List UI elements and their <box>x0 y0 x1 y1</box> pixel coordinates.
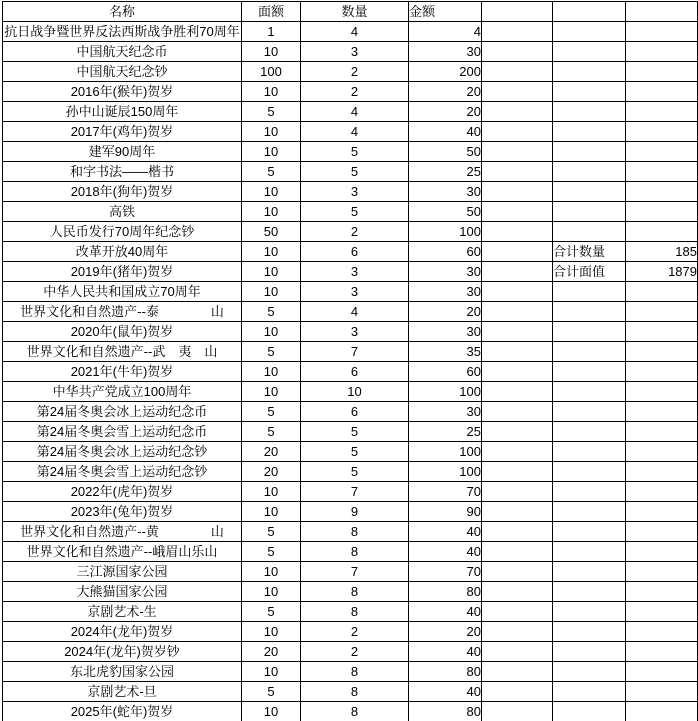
header-quantity[interactable]: 数量 <box>301 2 409 22</box>
cell-denomination[interactable]: 10 <box>242 582 301 602</box>
header-denomination[interactable]: 面额 <box>242 2 301 22</box>
cell-quantity[interactable]: 3 <box>301 262 409 282</box>
cell-empty[interactable] <box>626 162 698 182</box>
cell-empty[interactable] <box>626 222 698 242</box>
cell-quantity[interactable]: 5 <box>301 162 409 182</box>
cell-empty[interactable] <box>482 222 553 242</box>
cell-quantity[interactable]: 3 <box>301 182 409 202</box>
table-row <box>3 582 698 602</box>
cell-quantity[interactable]: 6 <box>301 402 409 422</box>
cell-empty[interactable] <box>626 42 698 62</box>
cell-denomination[interactable]: 10 <box>242 242 301 262</box>
cell-empty[interactable] <box>482 582 553 602</box>
cell-name[interactable]: 2024年(龙年)贺岁钞 <box>3 642 242 662</box>
cell-quantity[interactable]: 4 <box>301 22 409 42</box>
cell-empty[interactable] <box>553 682 626 702</box>
cell-amount[interactable]: 90 <box>409 502 482 522</box>
cell-amount[interactable]: 20 <box>409 82 482 102</box>
cell-name[interactable]: 中国航天纪念钞 <box>3 62 242 82</box>
cell-empty[interactable] <box>553 522 626 542</box>
cell-empty[interactable] <box>553 322 626 342</box>
table-row <box>3 462 698 482</box>
cell-amount[interactable]: 40 <box>409 642 482 662</box>
cell-denomination[interactable]: 20 <box>242 442 301 462</box>
cell-empty[interactable] <box>626 102 698 122</box>
cell-empty[interactable] <box>626 522 698 542</box>
cell-amount[interactable]: 20 <box>409 622 482 642</box>
cell-amount[interactable]: 20 <box>409 302 482 322</box>
cell-denomination[interactable]: 10 <box>242 42 301 62</box>
table-row <box>3 542 698 562</box>
cell-empty[interactable] <box>626 122 698 142</box>
header-row <box>3 2 698 22</box>
table-row <box>3 42 698 62</box>
cell-empty[interactable] <box>626 402 698 422</box>
cell-empty[interactable] <box>482 322 553 342</box>
cell-empty[interactable] <box>482 182 553 202</box>
table-row <box>3 522 698 542</box>
cell-quantity[interactable]: 9 <box>301 502 409 522</box>
cell-amount[interactable]: 30 <box>409 42 482 62</box>
cell-empty[interactable] <box>553 482 626 502</box>
cell-name[interactable]: 孙中山诞辰150周年 <box>3 102 242 122</box>
cell-empty[interactable] <box>626 422 698 442</box>
cell-denomination[interactable]: 50 <box>242 222 301 242</box>
cell-empty[interactable] <box>626 662 698 682</box>
cell-empty[interactable] <box>482 242 553 262</box>
cell-empty[interactable] <box>482 202 553 222</box>
cell-quantity[interactable]: 4 <box>301 122 409 142</box>
cell-empty[interactable] <box>482 362 553 382</box>
table-row <box>3 122 698 142</box>
header-amount[interactable]: 金额 <box>409 2 482 22</box>
cell-name[interactable]: 中国航天纪念币 <box>3 42 242 62</box>
cell-denomination[interactable]: 100 <box>242 62 301 82</box>
cell-empty[interactable] <box>553 462 626 482</box>
summary-total-face-value[interactable]: 1879 <box>626 262 698 282</box>
cell-amount[interactable]: 30 <box>409 402 482 422</box>
cell-denomination[interactable]: 20 <box>242 462 301 482</box>
cell-name[interactable]: 2023年(兔年)贺岁 <box>3 502 242 522</box>
cell-amount[interactable]: 50 <box>409 142 482 162</box>
cell-name[interactable]: 京剧艺术-生 <box>3 602 242 622</box>
table-row <box>3 702 698 721</box>
cell-quantity[interactable]: 7 <box>301 342 409 362</box>
cell-denomination[interactable]: 10 <box>242 662 301 682</box>
table-row <box>3 362 698 382</box>
cell-denomination[interactable]: 5 <box>242 542 301 562</box>
cell-empty[interactable] <box>626 342 698 362</box>
table-row <box>3 602 698 622</box>
table-row <box>3 142 698 162</box>
cell-name[interactable]: 东北虎豹国家公园 <box>3 662 242 682</box>
header-empty[interactable] <box>626 2 698 22</box>
cell-quantity[interactable]: 4 <box>301 302 409 322</box>
cell-empty[interactable] <box>626 702 698 721</box>
header-empty[interactable] <box>482 2 553 22</box>
table-row <box>3 642 698 662</box>
cell-empty[interactable] <box>482 522 553 542</box>
cell-empty[interactable] <box>482 102 553 122</box>
cell-empty[interactable] <box>482 462 553 482</box>
cell-empty[interactable] <box>482 62 553 82</box>
cell-amount[interactable]: 35 <box>409 342 482 362</box>
cell-quantity[interactable]: 8 <box>301 522 409 542</box>
cell-quantity[interactable]: 2 <box>301 82 409 102</box>
cell-empty[interactable] <box>553 622 626 642</box>
cell-amount[interactable]: 50 <box>409 202 482 222</box>
cell-denomination[interactable]: 10 <box>242 622 301 642</box>
summary-total-quantity-value[interactable]: 185 <box>626 242 698 262</box>
cell-denomination[interactable]: 10 <box>242 122 301 142</box>
cell-empty[interactable] <box>626 462 698 482</box>
cell-name[interactable]: 2025年(蛇年)贺岁 <box>3 702 242 721</box>
cell-name[interactable]: 世界文化和自然遗产--泰 山 <box>3 302 242 322</box>
cell-quantity[interactable]: 8 <box>301 602 409 622</box>
cell-denomination[interactable]: 5 <box>242 342 301 362</box>
cell-amount[interactable]: 80 <box>409 662 482 682</box>
table-row <box>3 182 698 202</box>
cell-empty[interactable] <box>626 182 698 202</box>
cell-denomination[interactable]: 10 <box>242 562 301 582</box>
cell-empty[interactable] <box>553 402 626 422</box>
table-row <box>3 622 698 642</box>
cell-denomination[interactable]: 10 <box>242 202 301 222</box>
cell-empty[interactable] <box>626 362 698 382</box>
table-row <box>3 202 698 222</box>
cell-empty[interactable] <box>482 122 553 142</box>
cell-quantity[interactable]: 5 <box>301 142 409 162</box>
cell-empty[interactable] <box>626 642 698 662</box>
cell-empty[interactable] <box>626 442 698 462</box>
cell-name[interactable]: 中华共产党成立100周年 <box>3 382 242 402</box>
cell-quantity[interactable]: 8 <box>301 542 409 562</box>
table-row <box>3 502 698 522</box>
cell-amount[interactable]: 40 <box>409 542 482 562</box>
cell-name[interactable]: 第24届冬奥会冰上运动纪念钞 <box>3 442 242 462</box>
cell-empty[interactable] <box>482 502 553 522</box>
cell-name[interactable]: 2019年(猪年)贺岁 <box>3 262 242 282</box>
cell-name[interactable]: 京剧艺术-旦 <box>3 682 242 702</box>
cell-empty[interactable] <box>482 442 553 462</box>
cell-denomination[interactable]: 5 <box>242 102 301 122</box>
cell-name[interactable]: 2020年(鼠年)贺岁 <box>3 322 242 342</box>
cell-empty[interactable] <box>626 22 698 42</box>
cell-name[interactable]: 第24届冬奥会雪上运动纪念币 <box>3 422 242 442</box>
table-row <box>3 422 698 442</box>
cell-amount[interactable]: 30 <box>409 322 482 342</box>
cell-empty[interactable] <box>553 562 626 582</box>
cell-amount[interactable]: 20 <box>409 102 482 122</box>
cell-empty[interactable] <box>626 142 698 162</box>
cell-amount[interactable]: 200 <box>409 62 482 82</box>
cell-empty[interactable] <box>482 682 553 702</box>
cell-name[interactable]: 2024年(龙年)贺岁 <box>3 622 242 642</box>
cell-quantity[interactable]: 6 <box>301 242 409 262</box>
cell-amount[interactable]: 25 <box>409 422 482 442</box>
cell-empty[interactable] <box>553 642 626 662</box>
cell-empty[interactable] <box>482 482 553 502</box>
cell-empty[interactable] <box>553 162 626 182</box>
cell-quantity[interactable]: 2 <box>301 642 409 662</box>
cell-denomination[interactable]: 10 <box>242 82 301 102</box>
cell-empty[interactable] <box>626 502 698 522</box>
cell-quantity[interactable]: 5 <box>301 422 409 442</box>
cell-empty[interactable] <box>482 42 553 62</box>
cell-empty[interactable] <box>482 622 553 642</box>
cell-empty[interactable] <box>553 222 626 242</box>
cell-amount[interactable]: 60 <box>409 242 482 262</box>
cell-denomination[interactable]: 10 <box>242 322 301 342</box>
cell-denomination[interactable]: 5 <box>242 522 301 542</box>
cell-amount[interactable]: 4 <box>409 22 482 42</box>
cell-name[interactable]: 世界文化和自然遗产--峨眉山乐山 <box>3 542 242 562</box>
table-row <box>3 22 698 42</box>
table-row <box>3 662 698 682</box>
cell-empty[interactable] <box>626 542 698 562</box>
cell-denomination[interactable]: 10 <box>242 482 301 502</box>
cell-amount[interactable]: 30 <box>409 262 482 282</box>
cell-empty[interactable] <box>553 102 626 122</box>
cell-empty[interactable] <box>482 162 553 182</box>
cell-denomination[interactable]: 10 <box>242 142 301 162</box>
cell-empty[interactable] <box>553 122 626 142</box>
cell-empty[interactable] <box>553 662 626 682</box>
cell-name[interactable]: 建军90周年 <box>3 142 242 162</box>
cell-empty[interactable] <box>482 282 553 302</box>
table-row <box>3 102 698 122</box>
cell-name[interactable]: 世界文化和自然遗产--黄 山 <box>3 522 242 542</box>
cell-empty[interactable] <box>482 142 553 162</box>
cell-denomination[interactable]: 10 <box>242 702 301 721</box>
cell-denomination[interactable]: 5 <box>242 422 301 442</box>
cell-quantity[interactable]: 8 <box>301 582 409 602</box>
cell-name[interactable]: 2018年(狗年)贺岁 <box>3 182 242 202</box>
cell-empty[interactable] <box>626 202 698 222</box>
cell-empty[interactable] <box>553 302 626 322</box>
table-row <box>3 442 698 462</box>
cell-denomination[interactable]: 10 <box>242 362 301 382</box>
cell-name[interactable]: 世界文化和自然遗产--武 夷 山 <box>3 342 242 362</box>
cell-empty[interactable] <box>482 262 553 282</box>
cell-denomination[interactable]: 10 <box>242 502 301 522</box>
cell-empty[interactable] <box>553 62 626 82</box>
cell-empty[interactable] <box>482 662 553 682</box>
cell-amount[interactable]: 100 <box>409 382 482 402</box>
cell-amount[interactable]: 100 <box>409 222 482 242</box>
cell-empty[interactable] <box>626 282 698 302</box>
cell-amount[interactable]: 60 <box>409 362 482 382</box>
cell-quantity[interactable]: 10 <box>301 382 409 402</box>
cell-empty[interactable] <box>553 702 626 721</box>
cell-empty[interactable] <box>553 442 626 462</box>
cell-quantity[interactable]: 7 <box>301 562 409 582</box>
header-empty[interactable] <box>553 2 626 22</box>
cell-empty[interactable] <box>626 602 698 622</box>
cell-denomination[interactable]: 10 <box>242 262 301 282</box>
cell-denomination[interactable]: 10 <box>242 182 301 202</box>
table-row <box>3 282 698 302</box>
cell-denomination[interactable]: 5 <box>242 302 301 322</box>
cell-empty[interactable] <box>553 202 626 222</box>
cell-quantity[interactable]: 2 <box>301 622 409 642</box>
cell-name[interactable]: 中华人民共和国成立70周年 <box>3 282 242 302</box>
cell-name[interactable]: 2022年(虎年)贺岁 <box>3 482 242 502</box>
cell-empty[interactable] <box>626 382 698 402</box>
cell-name[interactable]: 2016年(猴年)贺岁 <box>3 82 242 102</box>
summary-total-quantity-label[interactable]: 合计数量 <box>553 242 626 262</box>
cell-name[interactable]: 2021年(牛年)贺岁 <box>3 362 242 382</box>
cell-denomination[interactable]: 5 <box>242 162 301 182</box>
cell-empty[interactable] <box>553 22 626 42</box>
cell-name[interactable]: 三江源国家公园 <box>3 562 242 582</box>
cell-name[interactable]: 人民币发行70周年纪念钞 <box>3 222 242 242</box>
cell-quantity[interactable]: 6 <box>301 362 409 382</box>
cell-empty[interactable] <box>482 82 553 102</box>
cell-name[interactable]: 和字书法——楷书 <box>3 162 242 182</box>
cell-denomination[interactable]: 5 <box>242 402 301 422</box>
cell-empty[interactable] <box>482 22 553 42</box>
cell-quantity[interactable]: 3 <box>301 42 409 62</box>
table-row <box>3 262 698 282</box>
cell-quantity[interactable]: 7 <box>301 482 409 502</box>
cell-denomination[interactable]: 1 <box>242 22 301 42</box>
table-row <box>3 302 698 322</box>
cell-amount[interactable]: 80 <box>409 582 482 602</box>
table-row <box>3 382 698 402</box>
cell-empty[interactable] <box>482 302 553 322</box>
cell-empty[interactable] <box>626 622 698 642</box>
cell-quantity[interactable]: 4 <box>301 102 409 122</box>
cell-amount[interactable]: 100 <box>409 462 482 482</box>
cell-empty[interactable] <box>553 82 626 102</box>
table-row <box>3 562 698 582</box>
cell-empty[interactable] <box>482 562 553 582</box>
table-row <box>3 62 698 82</box>
cell-empty[interactable] <box>482 382 553 402</box>
table-row <box>3 402 698 422</box>
cell-empty[interactable] <box>553 42 626 62</box>
cell-quantity[interactable]: 5 <box>301 442 409 462</box>
cell-empty[interactable] <box>553 142 626 162</box>
data-table <box>2 1 698 721</box>
cell-empty[interactable] <box>482 602 553 622</box>
summary-total-face-label[interactable]: 合计面值 <box>553 262 626 282</box>
cell-denomination[interactable]: 10 <box>242 282 301 302</box>
cell-empty[interactable] <box>553 502 626 522</box>
cell-empty[interactable] <box>626 582 698 602</box>
table-row <box>3 482 698 502</box>
cell-denomination[interactable]: 5 <box>242 602 301 622</box>
table-row <box>3 342 698 362</box>
cell-amount[interactable]: 40 <box>409 522 482 542</box>
cell-empty[interactable] <box>626 62 698 82</box>
cell-amount[interactable]: 40 <box>409 602 482 622</box>
cell-empty[interactable] <box>553 602 626 622</box>
cell-empty[interactable] <box>626 682 698 702</box>
cell-quantity[interactable]: 5 <box>301 202 409 222</box>
cell-amount[interactable]: 30 <box>409 182 482 202</box>
cell-empty[interactable] <box>482 642 553 662</box>
cell-empty[interactable] <box>553 422 626 442</box>
cell-amount[interactable]: 80 <box>409 702 482 721</box>
cell-amount[interactable]: 100 <box>409 442 482 462</box>
cell-name[interactable]: 大熊猫国家公园 <box>3 582 242 602</box>
table-row <box>3 162 698 182</box>
cell-amount[interactable]: 70 <box>409 562 482 582</box>
cell-amount[interactable]: 25 <box>409 162 482 182</box>
cell-empty[interactable] <box>553 282 626 302</box>
cell-empty[interactable] <box>553 182 626 202</box>
cell-empty[interactable] <box>626 482 698 502</box>
cell-name[interactable]: 改革开放40周年 <box>3 242 242 262</box>
cell-name[interactable]: 2017年(鸡年)贺岁 <box>3 122 242 142</box>
cell-denomination[interactable]: 20 <box>242 642 301 662</box>
cell-name[interactable]: 第24届冬奥会冰上运动纪念币 <box>3 402 242 422</box>
cell-empty[interactable] <box>553 342 626 362</box>
cell-empty[interactable] <box>482 402 553 422</box>
cell-denomination[interactable]: 5 <box>242 682 301 702</box>
cell-empty[interactable] <box>626 82 698 102</box>
cell-amount[interactable]: 30 <box>409 282 482 302</box>
table-row <box>3 322 698 342</box>
cell-empty[interactable] <box>553 582 626 602</box>
cell-amount[interactable]: 70 <box>409 482 482 502</box>
cell-quantity[interactable]: 3 <box>301 322 409 342</box>
header-name[interactable]: 名称 <box>3 2 242 22</box>
cell-quantity[interactable]: 2 <box>301 62 409 82</box>
cell-empty[interactable] <box>553 542 626 562</box>
table-body <box>3 22 698 721</box>
cell-empty[interactable] <box>482 702 553 721</box>
cell-name[interactable]: 高铁 <box>3 202 242 222</box>
cell-denomination[interactable]: 10 <box>242 382 301 402</box>
cell-name[interactable]: 第24届冬奥会雪上运动纪念钞 <box>3 462 242 482</box>
cell-empty[interactable] <box>553 362 626 382</box>
cell-quantity[interactable]: 3 <box>301 282 409 302</box>
table-row <box>3 242 698 262</box>
cell-empty[interactable] <box>553 382 626 402</box>
cell-quantity[interactable]: 2 <box>301 222 409 242</box>
cell-amount[interactable]: 40 <box>409 682 482 702</box>
cell-name[interactable]: 抗日战争暨世界反法西斯战争胜利70周年 <box>3 22 242 42</box>
cell-amount[interactable]: 40 <box>409 122 482 142</box>
cell-empty[interactable] <box>626 322 698 342</box>
table-row <box>3 222 698 242</box>
cell-quantity[interactable]: 8 <box>301 662 409 682</box>
table-row <box>3 682 698 702</box>
cell-empty[interactable] <box>482 342 553 362</box>
cell-quantity[interactable]: 8 <box>301 702 409 721</box>
table-row <box>3 82 698 102</box>
cell-empty[interactable] <box>482 422 553 442</box>
cell-empty[interactable] <box>626 302 698 322</box>
cell-quantity[interactable]: 5 <box>301 462 409 482</box>
cell-quantity[interactable]: 8 <box>301 682 409 702</box>
cell-empty[interactable] <box>626 562 698 582</box>
cell-empty[interactable] <box>482 542 553 562</box>
